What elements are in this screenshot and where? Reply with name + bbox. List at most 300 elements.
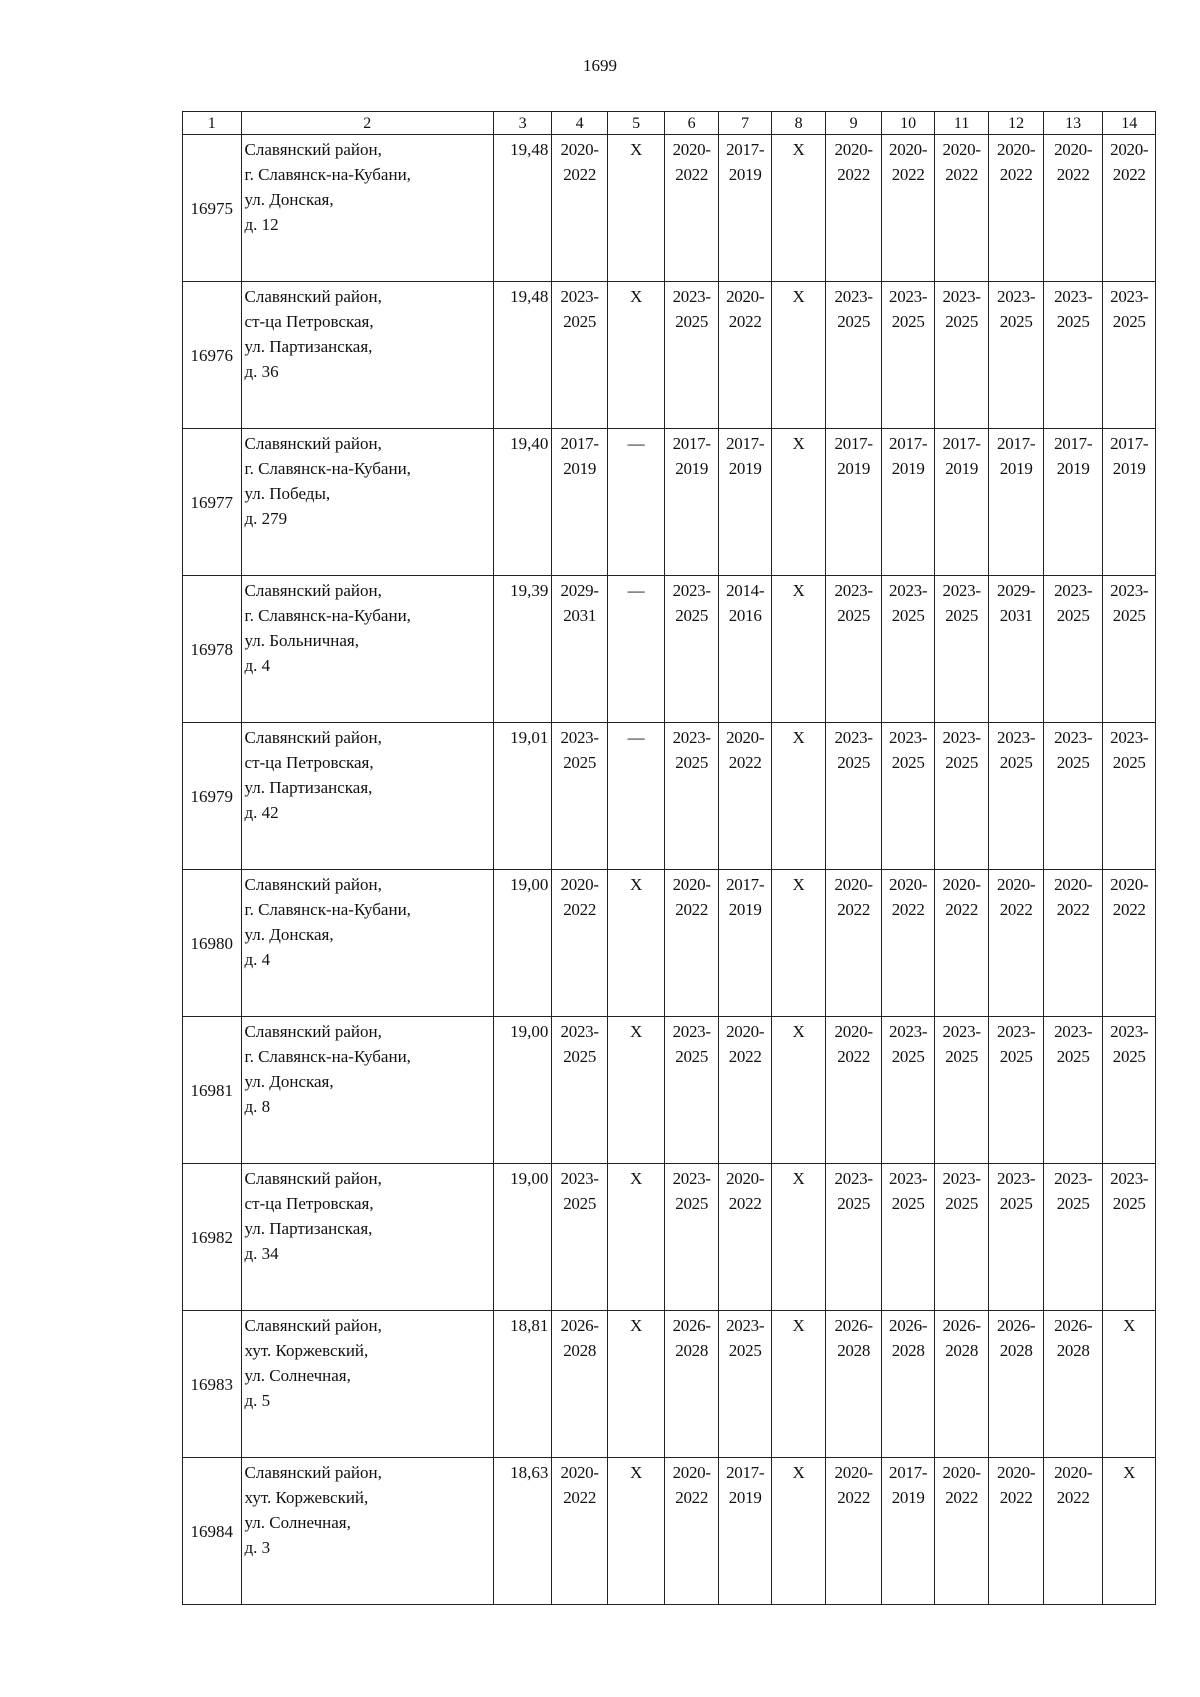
period-line: 2022 [945, 900, 979, 919]
row-number: 16982 [183, 1164, 242, 1311]
period-line: 2025 [999, 1047, 1033, 1066]
period-line: 2025 [999, 753, 1033, 772]
address-line: ул. Донская, [244, 1072, 334, 1091]
period-line: 2025 [675, 606, 709, 625]
period-cell [1043, 429, 1103, 576]
column-header: 2 [241, 112, 493, 135]
period-line: 2023- [1054, 581, 1093, 600]
period-cell [1103, 723, 1156, 870]
address-line: Славянский район, [244, 1316, 382, 1335]
period-line: 2017- [834, 434, 873, 453]
period-cell [825, 1017, 882, 1164]
period-cell [825, 1458, 882, 1605]
period-cell [552, 1311, 608, 1458]
period-line: 2023- [942, 581, 981, 600]
period-line: 2022 [891, 900, 925, 919]
period-cell [665, 1017, 718, 1164]
period-cell [934, 282, 989, 429]
period-line: 2025 [1056, 606, 1090, 625]
period-line: 2017- [889, 434, 928, 453]
period-cell [825, 576, 882, 723]
period-line: 2020- [942, 140, 981, 159]
period-line: 2020- [834, 875, 873, 894]
period-line: 2031 [563, 606, 597, 625]
period-cell [825, 282, 882, 429]
address-cell [241, 723, 493, 870]
period-line: 2025 [837, 753, 871, 772]
period-cell [825, 135, 882, 282]
period-line: 2019 [728, 900, 762, 919]
period-line: 2025 [891, 1047, 925, 1066]
column-header: 1 [183, 112, 242, 135]
period-line: 2022 [891, 165, 925, 184]
period-cell [552, 1017, 608, 1164]
period-line: 2020- [560, 140, 599, 159]
period-cell [1043, 282, 1103, 429]
period-line: 2022 [1056, 900, 1090, 919]
mark-cell: X [772, 282, 825, 429]
row-number: 16980 [183, 870, 242, 1017]
period-cell [882, 429, 934, 576]
period-cell [718, 135, 771, 282]
period-cell [1103, 1164, 1156, 1311]
address-line: Славянский район, [244, 875, 382, 894]
period-line: 2022 [1112, 165, 1146, 184]
period-line: 2017- [997, 434, 1036, 453]
address-line: ул. Донская, [244, 925, 334, 944]
period-line: 2025 [837, 312, 871, 331]
address-line: д. 3 [244, 1538, 271, 1557]
period-cell [1103, 576, 1156, 723]
column-header: 9 [825, 112, 882, 135]
table-row [183, 1164, 1156, 1311]
period-line: 2020- [1054, 140, 1093, 159]
period-line: 2023- [1110, 581, 1149, 600]
address-cell [241, 1311, 493, 1458]
row-number: 16981 [183, 1017, 242, 1164]
column-header: 4 [552, 112, 608, 135]
period-cell [718, 282, 771, 429]
period-line: 2022 [563, 900, 597, 919]
mark-cell: — [607, 429, 665, 576]
address-line: ул. Победы, [244, 484, 331, 503]
period-cell [665, 576, 718, 723]
mark-cell: X [607, 1017, 665, 1164]
period-line: 2019 [891, 1488, 925, 1507]
row-number: 16976 [183, 282, 242, 429]
period-cell [718, 1311, 771, 1458]
period-line: 2020- [560, 875, 599, 894]
period-cell [718, 870, 771, 1017]
area-cell: 18,81 [493, 1311, 552, 1458]
address-cell [241, 135, 493, 282]
period-line: 2023- [942, 287, 981, 306]
period-cell [934, 576, 989, 723]
period-line: 2023- [672, 1169, 711, 1188]
period-line: 2023- [942, 728, 981, 747]
period-line: 2028 [563, 1341, 597, 1360]
period-line: 2023- [672, 581, 711, 600]
period-cell [934, 135, 989, 282]
period-line: 2026- [834, 1316, 873, 1335]
period-line: 2022 [999, 1488, 1033, 1507]
address-cell [241, 282, 493, 429]
period-line: 2022 [728, 1194, 762, 1213]
period-line: 2025 [675, 1047, 709, 1066]
period-cell [665, 135, 718, 282]
period-line: 2022 [1056, 165, 1090, 184]
area-cell: 19,00 [493, 1164, 552, 1311]
period-cell [665, 1164, 718, 1311]
mark-cell: X [607, 282, 665, 429]
period-cell [718, 723, 771, 870]
period-line: 2020- [889, 875, 928, 894]
period-cell [934, 1458, 989, 1605]
mark-cell: X [772, 576, 825, 723]
period-line: 2020- [726, 1169, 765, 1188]
period-line: 2025 [1112, 1047, 1146, 1066]
period-line: 2025 [837, 1194, 871, 1213]
period-line: 2028 [1056, 1341, 1090, 1360]
period-cell [1103, 870, 1156, 1017]
period-line: 2023- [672, 1022, 711, 1041]
table-row [183, 135, 1156, 282]
period-line: 2020- [889, 140, 928, 159]
period-line: 2025 [563, 753, 597, 772]
period-cell [1043, 135, 1103, 282]
period-line: 2022 [563, 1488, 597, 1507]
mark-cell: X [607, 1311, 665, 1458]
row-number: 16977 [183, 429, 242, 576]
address-line: хут. Коржевский, [244, 1341, 369, 1360]
period-line: 2022 [675, 165, 709, 184]
period-line: 2020- [834, 140, 873, 159]
row-number: 16983 [183, 1311, 242, 1458]
address-line: ст-ца Петровская, [244, 312, 374, 331]
period-line: 2019 [1056, 459, 1090, 478]
address-line: хут. Коржевский, [244, 1488, 369, 1507]
area-cell: 19,00 [493, 870, 552, 1017]
period-line: 2020- [726, 287, 765, 306]
address-line: д. 42 [244, 803, 279, 822]
period-line: 2023- [1054, 287, 1093, 306]
address-line: Славянский район, [244, 287, 382, 306]
period-line: 2028 [945, 1341, 979, 1360]
column-header: 10 [882, 112, 934, 135]
period-cell [934, 1017, 989, 1164]
period-line: 2026- [942, 1316, 981, 1335]
address-line: г. Славянск-на-Кубани, [244, 459, 411, 478]
period-line: 2025 [1056, 1194, 1090, 1213]
register-table [182, 111, 1156, 1605]
address-cell [241, 1017, 493, 1164]
period-cell [665, 723, 718, 870]
address-line: ул. Партизанская, [244, 1219, 373, 1238]
address-cell [241, 1458, 493, 1605]
period-cell [934, 1311, 989, 1458]
address-line: ул. Партизанская, [244, 778, 373, 797]
period-line: 2023- [889, 1169, 928, 1188]
row-number: 16975 [183, 135, 242, 282]
period-line: 2025 [675, 1194, 709, 1213]
period-cell [882, 723, 934, 870]
period-line: 2025 [563, 1194, 597, 1213]
period-cell [882, 576, 934, 723]
row-number: 16984 [183, 1458, 242, 1605]
period-line: 2019 [999, 459, 1033, 478]
period-cell [989, 723, 1044, 870]
period-cell [665, 1458, 718, 1605]
period-line: 2025 [891, 606, 925, 625]
address-cell [241, 1164, 493, 1311]
address-line: Славянский район, [244, 140, 382, 159]
mark-cell: X [772, 870, 825, 1017]
address-line: д. 4 [244, 950, 271, 969]
period-cell [989, 135, 1044, 282]
period-cell [552, 870, 608, 1017]
period-cell [552, 135, 608, 282]
period-line: 2022 [999, 900, 1033, 919]
area-cell: 18,63 [493, 1458, 552, 1605]
period-line: 2023- [1054, 728, 1093, 747]
period-cell [665, 1311, 718, 1458]
period-line: 2020- [560, 1463, 599, 1482]
period-line: 2019 [563, 459, 597, 478]
table-row [183, 1017, 1156, 1164]
period-cell [1043, 1311, 1103, 1458]
period-cell [1103, 282, 1156, 429]
period-line: 2025 [1056, 312, 1090, 331]
period-cell [882, 870, 934, 1017]
column-header: 13 [1043, 112, 1103, 135]
period-line: 2025 [1056, 1047, 1090, 1066]
period-line: 2017- [1110, 434, 1149, 453]
period-line: 2026- [672, 1316, 711, 1335]
period-line: 2023- [834, 1169, 873, 1188]
column-header: 5 [607, 112, 665, 135]
period-cell [882, 135, 934, 282]
period-line: 2019 [675, 459, 709, 478]
period-line: 2020- [834, 1463, 873, 1482]
period-line: 2023- [997, 728, 1036, 747]
period-cell [1043, 870, 1103, 1017]
mark-cell: X [1103, 1458, 1156, 1605]
address-line: д. 279 [244, 509, 288, 528]
mark-cell: X [607, 1164, 665, 1311]
address-line: д. 36 [244, 362, 279, 381]
period-cell [989, 870, 1044, 1017]
period-line: 2026- [1054, 1316, 1093, 1335]
address-line: Славянский район, [244, 1169, 382, 1188]
area-cell: 19,48 [493, 135, 552, 282]
period-line: 2023- [560, 287, 599, 306]
period-cell [989, 429, 1044, 576]
column-header: 11 [934, 112, 989, 135]
period-line: 2022 [837, 900, 871, 919]
period-line: 2023- [889, 581, 928, 600]
address-line: д. 4 [244, 656, 271, 675]
period-line: 2020- [1110, 875, 1149, 894]
period-cell [989, 576, 1044, 723]
address-line: Славянский район, [244, 728, 382, 747]
period-line: 2023- [889, 728, 928, 747]
period-line: 2016 [728, 606, 762, 625]
period-line: 2023- [889, 287, 928, 306]
period-cell [552, 1164, 608, 1311]
period-cell [1043, 576, 1103, 723]
period-cell [882, 1311, 934, 1458]
address-cell [241, 576, 493, 723]
period-line: 2026- [889, 1316, 928, 1335]
period-line: 2017- [672, 434, 711, 453]
period-line: 2022 [675, 900, 709, 919]
address-line: г. Славянск-на-Кубани, [244, 165, 411, 184]
period-line: 2028 [675, 1341, 709, 1360]
period-cell [882, 1458, 934, 1605]
period-line: 2026- [997, 1316, 1036, 1335]
period-line: 2019 [837, 459, 871, 478]
mark-cell: X [772, 1164, 825, 1311]
period-cell [552, 1458, 608, 1605]
period-cell [825, 870, 882, 1017]
period-line: 2025 [675, 753, 709, 772]
address-line: д. 12 [244, 215, 279, 234]
period-line: 2025 [891, 1194, 925, 1213]
period-cell [882, 1164, 934, 1311]
mark-cell: X [1103, 1311, 1156, 1458]
period-cell [825, 1164, 882, 1311]
period-line: 2023- [1110, 1169, 1149, 1188]
period-line: 2022 [675, 1488, 709, 1507]
period-line: 2020- [1054, 875, 1093, 894]
period-line: 2031 [999, 606, 1033, 625]
period-line: 2025 [1112, 1194, 1146, 1213]
period-cell [718, 429, 771, 576]
period-cell [665, 282, 718, 429]
period-line: 2022 [837, 1047, 871, 1066]
period-line: 2025 [728, 1341, 762, 1360]
table-row [183, 1458, 1156, 1605]
period-cell [934, 870, 989, 1017]
mark-cell: X [607, 870, 665, 1017]
period-line: 2022 [728, 312, 762, 331]
period-line: 2023- [672, 287, 711, 306]
address-line: ул. Донская, [244, 190, 334, 209]
column-header: 3 [493, 112, 552, 135]
period-line: 2023- [889, 1022, 928, 1041]
period-cell [1043, 723, 1103, 870]
period-line: 2025 [563, 312, 597, 331]
table-row [183, 282, 1156, 429]
period-line: 2020- [726, 1022, 765, 1041]
address-line: ул. Партизанская, [244, 337, 373, 356]
period-line: 2020- [942, 1463, 981, 1482]
period-cell [552, 282, 608, 429]
table-row [183, 870, 1156, 1017]
period-line: 2029- [560, 581, 599, 600]
address-line: д. 8 [244, 1097, 271, 1116]
table-row [183, 429, 1156, 576]
period-line: 2023- [560, 728, 599, 747]
period-line: 2026- [560, 1316, 599, 1335]
period-line: 2023- [1110, 287, 1149, 306]
period-line: 2020- [997, 140, 1036, 159]
table-row [183, 723, 1156, 870]
address-line: ул. Больничная, [244, 631, 359, 650]
period-cell [825, 429, 882, 576]
period-line: 2023- [834, 287, 873, 306]
period-line: 2023- [997, 1022, 1036, 1041]
column-header: 7 [718, 112, 771, 135]
mark-cell: X [607, 135, 665, 282]
column-header: 12 [989, 112, 1044, 135]
period-cell [1103, 135, 1156, 282]
period-line: 2023- [997, 1169, 1036, 1188]
period-cell [882, 282, 934, 429]
address-line: Славянский район, [244, 581, 382, 600]
period-cell [934, 723, 989, 870]
address-line: ул. Солнечная, [244, 1513, 351, 1532]
period-line: 2025 [1112, 606, 1146, 625]
period-line: 2017- [726, 1463, 765, 1482]
mark-cell: X [772, 1311, 825, 1458]
period-cell [989, 1458, 1044, 1605]
address-line: д. 5 [244, 1391, 271, 1410]
period-cell [989, 282, 1044, 429]
column-header: 6 [665, 112, 718, 135]
period-line: 2019 [728, 459, 762, 478]
period-cell [1043, 1164, 1103, 1311]
period-line: 2025 [1056, 753, 1090, 772]
period-line: 2023- [560, 1169, 599, 1188]
period-cell [718, 1164, 771, 1311]
period-line: 2022 [945, 165, 979, 184]
period-line: 2020- [672, 1463, 711, 1482]
period-line: 2023- [834, 728, 873, 747]
period-line: 2019 [891, 459, 925, 478]
period-cell [882, 1017, 934, 1164]
period-line: 2022 [1056, 1488, 1090, 1507]
period-line: 2025 [999, 312, 1033, 331]
period-line: 2025 [1112, 753, 1146, 772]
period-line: 2023- [1054, 1022, 1093, 1041]
table-row [183, 1311, 1156, 1458]
mark-cell: — [607, 576, 665, 723]
period-line: 2028 [891, 1341, 925, 1360]
address-line: Славянский район, [244, 1463, 382, 1482]
row-number: 16978 [183, 576, 242, 723]
period-cell [552, 723, 608, 870]
period-line: 2025 [1112, 312, 1146, 331]
period-cell [718, 576, 771, 723]
period-cell [989, 1311, 1044, 1458]
period-line: 2022 [837, 1488, 871, 1507]
address-line: ст-ца Петровская, [244, 1194, 374, 1213]
period-line: 2019 [1112, 459, 1146, 478]
period-line: 2017- [726, 875, 765, 894]
period-line: 2020- [672, 140, 711, 159]
period-line: 2025 [945, 606, 979, 625]
period-line: 2025 [563, 1047, 597, 1066]
period-line: 2020- [726, 728, 765, 747]
mark-cell: X [772, 1017, 825, 1164]
period-line: 2022 [728, 1047, 762, 1066]
period-line: 2022 [1112, 900, 1146, 919]
address-line: д. 34 [244, 1244, 279, 1263]
period-cell [1103, 429, 1156, 576]
period-line: 2022 [563, 165, 597, 184]
period-line: 2025 [999, 1194, 1033, 1213]
